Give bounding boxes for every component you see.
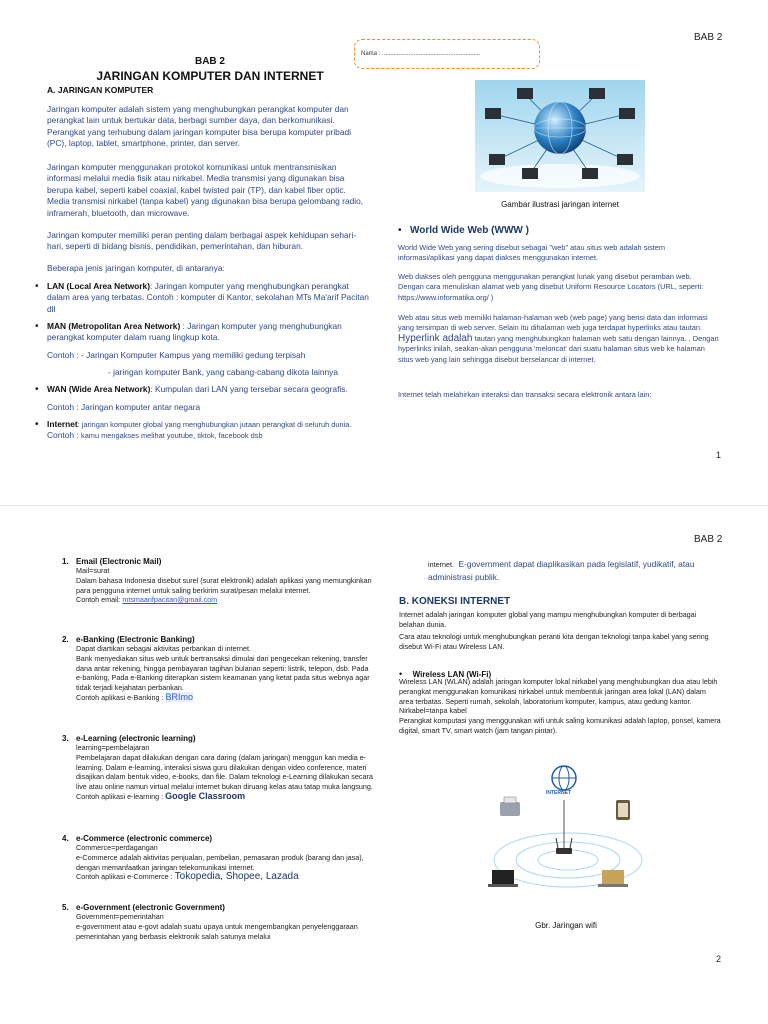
item-title: e-Commerce (electronic commerce) <box>76 834 213 843</box>
man-text: : Jaringan komputer yang menghubungkan perangkat komputer dalam ruang lingkup kota. <box>47 321 342 343</box>
page-number-1: 1 <box>716 450 722 460</box>
man-example-1: Contoh : - Jaringan Komputer Kampus yang memiliki gedung terpisah <box>47 350 306 360</box>
paragraph-2: Jaringan komputer menggunakan protokol komunikasi untuk mentransmisikan informasi melalui media fisik atau nirkabel. Media transmisi yang digunakan bisa berupa kabel, seperti kabel coaxial, kabel twisted pair (TP), dan kabel fiber optic. Media transmisi nirkabel (tanpa kabel) yang digunakan bisa berupa gelombang radio, inframerah, bluetooth, dan microwave. <box>47 162 364 218</box>
www-paragraph-2: Web diakses oleh pengguna menggunakan perangkat lunak yang disebut peramban web. Dengan cara menuliskan alamat web yang disebut Uniform Resource Locators (URL, seperti: https://www.informatika.org/ ) <box>398 272 704 302</box>
bullet-icon: • <box>35 419 39 430</box>
internet-label: INTERNET <box>546 790 571 796</box>
example-value: BRImo <box>165 691 194 702</box>
item-title: Email (Electronic Mail) <box>76 557 162 566</box>
printer-icon <box>500 802 520 816</box>
wifi-diagram <box>484 762 650 898</box>
wifi-network-image <box>484 762 650 898</box>
item-number: 3. <box>62 734 69 743</box>
network-globe-image <box>475 80 645 192</box>
wifi-paragraph: Wireless LAN (WLAN) adalah jaringan komputer lokal nirkabel yang menghubungkan dua atau lebih perangkat menggunakan komunikasi nirkabel untuk membentuk jaringan area lokal (LAN) dalam area terbatas. Seperti rumah, sekolah, laboratorium komputer, kampus, atau gedung kantor. Nirkabel=tanpa kabel Perangkat komputasi yang menggunakan wifi untuk saling komunikasi adalah laptop, ponsel, kamera digital, smart TV, smart watch (jam tangan pintar). <box>399 677 721 735</box>
hyperlink-term: Hyperlink adalah <box>398 332 473 344</box>
item-number: 1. <box>62 557 69 566</box>
bullet-icon: • <box>35 281 39 292</box>
item-text: Mail=surat Dalam bahasa Indonesia disebut surel (surat elektronik) adalah aplikasi yang memungkinkan para pengguna internet untuk saling berkirim surat/pesan melalui internet. <box>76 566 372 595</box>
example-label: Contoh aplikasi e-Banking : <box>76 692 166 702</box>
man-example-2: - jaringan komputer Bank, yang cabang-cabang dikota lainnya <box>108 367 338 377</box>
list-item-ebanking <box>62 635 376 703</box>
www-paragraph-3 <box>398 313 720 365</box>
example-label: Contoh aplikasi e-learning : <box>76 791 166 801</box>
internet-example-label: Contoh : <box>47 430 81 441</box>
network-illustration <box>475 80 645 192</box>
egov-continuation <box>428 557 728 583</box>
www-heading <box>398 220 529 238</box>
list-item-lan <box>35 281 369 315</box>
laptop-icon <box>492 870 514 884</box>
image-caption: Gambar ilustrasi jaringan internet <box>501 200 619 209</box>
page-title: JARINGAN KOMPUTER DAN INTERNET <box>96 69 324 83</box>
item-text: Commerce=perdagangan e-Commerce adalah aktivitas penjualan, pembelian, pemasaran produk (barang dan jasa), dengan memanfaatkan jaringan telekomunikasi internet. <box>76 843 364 872</box>
bullet-icon: • <box>35 321 39 332</box>
list-item-wan <box>35 384 377 395</box>
internet-term: Internet <box>47 419 78 429</box>
page2-header: BAB 2 <box>694 534 723 545</box>
www-paragraph-4: Internet telah melahirkan interaksi dan transaksi secara elektronik antara lain: <box>398 390 652 399</box>
router-icon <box>556 848 572 854</box>
item-number: 2. <box>62 635 69 644</box>
item-text: Dapat diartikan sebagai aktivitas perbankan di internet. Bank menyediakan situs web untuk bertransaksi dimulai dari pengecekan rekening, transfer dana antar rekening, hingga pembayaran tagihan bulanan seperti: listrik, telepon, dsb. Pada e-banking, Pada e-Banking diterapkan sistem keamanan yang ketat pada situs webnya agar tidak terjadi kejahatan perbankan. <box>76 644 370 693</box>
section-b-heading: B. KONEKSI INTERNET <box>399 596 511 607</box>
list-item-elearning <box>62 734 376 802</box>
laptop-icon <box>602 870 624 884</box>
item-text: learning=pembelajaran Pembelajaran dapat dilakukan dengan cara daring (dalam jaringan) menggun kan media e-learning. Dalam e-learning, interaksi siswa guru dilakukan dengan video conference, materi disajikan dalam bentuk video, e-books, dan file. Dalam teknologi e-Learning dilakukan secara live atau online namun virtual melalui internet bukan diruang kelas atau tatap muka langsung. <box>76 743 373 792</box>
section-b-paragraph-2: Cara atau teknologi untuk menghubungkan peranti kita dengan teknologi tanpa kabel yang sering disebut Wi-Fi atau Wireless LAN. <box>399 632 709 651</box>
lan-term: LAN (Local Area Network) <box>47 281 150 291</box>
item-number: 5. <box>62 903 69 912</box>
item-title: e-Banking (Electronic Banking) <box>76 635 195 644</box>
chapter-label: BAB 2 <box>194 56 225 67</box>
list-item-email <box>62 557 376 605</box>
www-p3-end: tautan yang menghubungkan halaman web satu dengan lainnya. . Dengan hyperlinks inilah, seakan-akan pengguna 'meloncat' dari suatu halaman situs web ke halaman situs web yang lain sehingga disebut berselancar di internet. <box>398 333 719 364</box>
lan-text: : Jaringan komputer yang menghubungkan perangkat dalam area yang terbatas. Contoh : komputer di Kantor, sekolahan MTs Ma'arif Pacitan dll <box>47 281 369 314</box>
example-label: Contoh aplikasi e-Commerce : <box>76 872 175 882</box>
bullet-icon: • <box>35 384 39 395</box>
page-number-2: 2 <box>716 954 722 964</box>
www-title: World Wide Web (WWW ) <box>409 225 529 236</box>
email-link[interactable]: mtsmaarifpacitan@gmail.com <box>122 595 218 605</box>
item-text: Government=pemerintahan e-government atau e-govt adalah suatu upaya untuk mengembangkan penyelenggaraan pemerintahan yang berbasis elektronik salah satunya melalui <box>76 912 358 941</box>
paragraph-1: Jaringan komputer adalah sistem yang menghubungkan perangkat komputer dan perangkat lain untuk bertukar data, berbagi sumber daya, dan berkomunikasi. Perangkat yang terhubung dalam jaringan komputer bisa berupa komputer pribadi (PC), laptop, tablet, smartphone, printer, dan server. <box>47 104 352 149</box>
item-title: e-Learning (electronic learning) <box>76 734 196 743</box>
list-item-man <box>35 321 369 344</box>
example-value: Tokopedia, Shopee, Lazada <box>174 871 299 883</box>
bullet-icon: • <box>399 669 403 679</box>
continuation-start: internet. <box>428 560 454 569</box>
item-title: e-Government (electronic Government) <box>76 903 225 912</box>
wan-term: WAN (Wide Area Network) <box>47 384 151 394</box>
man-term: MAN (Metropolitan Area Network) <box>47 321 181 331</box>
example-label: Contoh email: <box>76 595 123 605</box>
page-separator <box>0 505 768 506</box>
www-paragraph-1: World Wide Web yang sering disebut sebagai "web" atau situs web adalah sistem informasi/aplikasi yang dapat diakses menggunakan internet. <box>398 243 666 263</box>
wifi-caption: Gbr. Jaringan wifi <box>535 921 597 930</box>
wan-example: Contoh : Jaringan komputer antar negara <box>47 402 201 412</box>
item-number: 4. <box>62 834 69 843</box>
internet-text: : jaringan komputer global yang menghubungkan jutaan perangkat di seluruh dunia. <box>77 420 352 429</box>
paragraph-3: Jaringan komputer memiliki peran penting dalam berbagai aspek kehidupan sehari-hari, seperti di bidang bisnis, pendidikan, pemerintahan, dan hiburan. <box>47 230 357 252</box>
page1-header: BAB 2 <box>694 32 723 43</box>
name-field-label: Nama : ........................................................... <box>361 51 481 57</box>
example-value: Google Classroom <box>165 790 246 801</box>
name-field[interactable] <box>354 39 540 69</box>
paragraph-4: Beberapa jenis jaringan komputer, di antaranya: <box>47 263 225 273</box>
www-p3-start: Web atau situs web memiliki halaman-halaman web (web page) yang berisi data dan informasi yang tersimpan di web server. Selain itu dihalaman web juga terdapat hyperlinks atau tautan. <box>398 313 708 333</box>
wan-text: : Kumpulan dari LAN yang tersebar secara geografis. <box>150 384 348 394</box>
list-item-internet <box>35 419 369 442</box>
section-b-paragraph-1: Internet adalah jaringan komputer global yang mampu menghubungkan komputer di berbagai belahan dunia. <box>399 610 697 629</box>
internet-example: kamu mengakses melihat youtube, tiktok, facebook dsb <box>81 431 263 441</box>
section-a-heading: A. JARINGAN KOMPUTER <box>47 85 154 95</box>
wifi-title: Wireless LAN (Wi-Fi) <box>412 670 492 679</box>
list-item-ecommerce <box>62 834 376 883</box>
list-item-egovernment <box>62 903 376 941</box>
continuation-text: E-government dapat diaplikasikan pada legislatif, yudikatif, atau administrasi publik. <box>428 559 695 582</box>
bullet-icon: • <box>398 225 402 236</box>
